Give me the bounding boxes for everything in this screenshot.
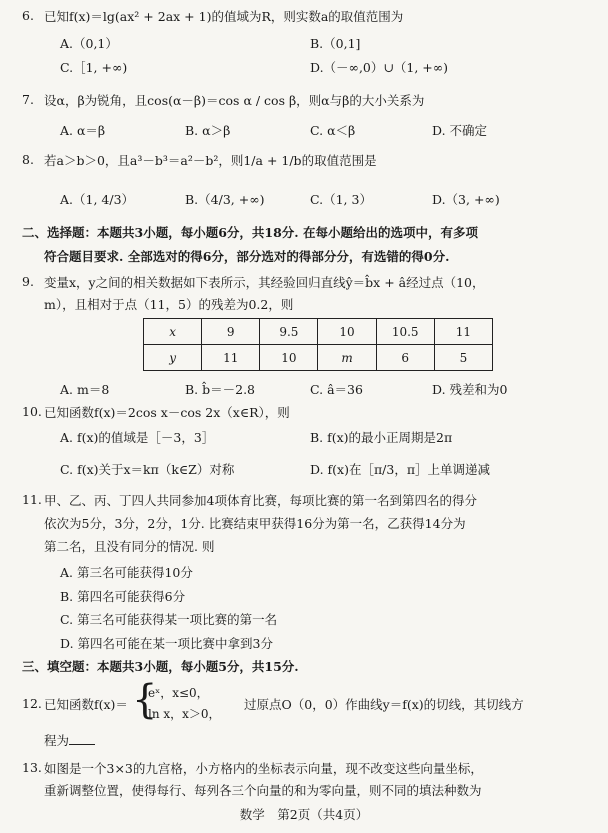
- table-cell: 9: [202, 319, 260, 345]
- question-stem: 若a＞b＞0，且a³－b³＝a²－b²，则1/a + 1/b的取值范围是: [44, 153, 377, 168]
- option-d: D. 残差和为0: [432, 382, 508, 397]
- option-d: D. 不确定: [432, 123, 488, 138]
- section-heading-cont: 符合题目要求. 全部选对的得6分，部分选对的得部分分，有选错的得0分.: [44, 249, 450, 264]
- option-b: B. b̂＝－2.8: [185, 382, 256, 397]
- option-a: A. m＝8: [60, 382, 110, 397]
- question-stem: 甲、乙、丙、丁四人共同参加4项体育比赛，每项比赛的第一名到第四名的得分: [44, 493, 477, 508]
- option-c: C. α＜β: [310, 123, 356, 138]
- prompt-text: 程为: [44, 733, 70, 748]
- page-footer: 数学 第2页（共4页）: [239, 807, 369, 822]
- question-stem: 已知函数f(x)＝: [44, 697, 128, 712]
- option-b: B. 第四名可能获得6分: [60, 589, 186, 604]
- brace-glyph: {: [132, 677, 158, 723]
- case-line: eˣ，x≤0，: [148, 686, 209, 700]
- option-b: B.（0,1]: [310, 36, 361, 51]
- question-number: 8.: [22, 152, 34, 167]
- question-stem: 已知函数f(x)＝2cos x－cos 2x（x∈R），则: [44, 405, 290, 420]
- table-cell: m: [318, 345, 376, 371]
- table-cell: 11: [202, 345, 260, 371]
- option-d: D. 第四名可能在某一项比赛中拿到3分: [60, 636, 273, 651]
- option-a: A. f(x)的值域是［－3，3］: [60, 430, 215, 445]
- section-heading: 三、填空题：本题共3小题，每小题5分，共15分.: [22, 659, 299, 674]
- question-number: 6.: [22, 8, 34, 23]
- option-d: D.（3, +∞): [432, 192, 500, 207]
- table-cell: y: [144, 345, 202, 371]
- table-row: [144, 345, 493, 371]
- option-c: C. â＝36: [310, 382, 363, 397]
- table-cell: 6: [376, 345, 434, 371]
- question-stem: 已知f(x)＝lg(ax² + 2ax + 1)的值域为R，则实数a的取值范围为: [44, 9, 404, 24]
- option-d: D.（－∞,0）∪（1, +∞): [310, 60, 449, 75]
- section-heading: 二、选择题：本题共3小题，每小题6分，共18分. 在每小题给出的选项中，有多项: [22, 225, 478, 240]
- table-cell: 11: [434, 319, 492, 345]
- question-number: 10.: [22, 404, 42, 419]
- case-line: ln x，x＞0，: [148, 707, 221, 721]
- table-row: [144, 319, 493, 345]
- data-table: [143, 318, 493, 371]
- option-a: A. 第三名可能获得10分: [60, 565, 193, 580]
- option-b: B. α＞β: [185, 123, 231, 138]
- question-stem-cont: 依次为5分，3分，2分，1分. 比赛结束甲获得16分为第一名，乙获得14分为: [44, 516, 466, 531]
- question-stem-cont: 过原点O（0，0）作曲线y＝f(x)的切线，其切线方: [244, 697, 524, 712]
- option-b: B.（4/3, +∞): [185, 192, 265, 207]
- table-cell: 10.5: [376, 319, 434, 345]
- option-c: C. 第三名可能获得某一项比赛的第一名: [60, 612, 278, 627]
- question-number: 9.: [22, 274, 34, 289]
- question-number: 12.: [22, 696, 42, 711]
- question-number: 13.: [22, 760, 42, 775]
- question-stem: 变量x，y之间的相关数据如下表所示，其经验回归直线ŷ＝b̂x + â经过点（10，: [44, 275, 485, 290]
- question-stem: 设α，β为锐角，且cos(α－β)＝cos α / cos β，则α与β的大小关系为: [44, 93, 425, 108]
- option-c: C.［1, +∞): [60, 60, 128, 75]
- option-c: C. f(x)关于x＝kπ（k∈Z）对称: [60, 462, 235, 477]
- table-cell: 5: [434, 345, 492, 371]
- question-stem-cont: 重新调整位置，使得每行、每列各三个向量的和为零向量，则不同的填法种数为: [44, 783, 482, 798]
- question-stem-cont: [44, 732, 95, 750]
- question-number: 11.: [22, 492, 42, 507]
- question-stem-cont: 第二名，且没有同分的情况. 则: [44, 539, 215, 554]
- question-number: 7.: [22, 92, 34, 107]
- table-cell: 10: [318, 319, 376, 345]
- option-c: C.（1, 3）: [310, 192, 372, 207]
- option-a: A.（0,1）: [60, 36, 118, 51]
- answer-blank[interactable]: [69, 732, 95, 745]
- option-a: A.（1, 4/3）: [60, 192, 135, 207]
- table-cell: x: [144, 319, 202, 345]
- table-cell: 9.5: [260, 319, 318, 345]
- option-d: D. f(x)在［π/3，π］上单调递减: [310, 462, 491, 477]
- option-a: A. α＝β: [60, 123, 106, 138]
- option-b: B. f(x)的最小正周期是2π: [310, 430, 453, 445]
- table-cell: 10: [260, 345, 318, 371]
- question-stem-cont: m），且相对于点（11，5）的残差为0.2，则: [44, 297, 294, 312]
- question-stem: 如图是一个3×3的九宫格，小方格内的坐标表示向量，现不改变这些向量坐标，: [44, 761, 483, 776]
